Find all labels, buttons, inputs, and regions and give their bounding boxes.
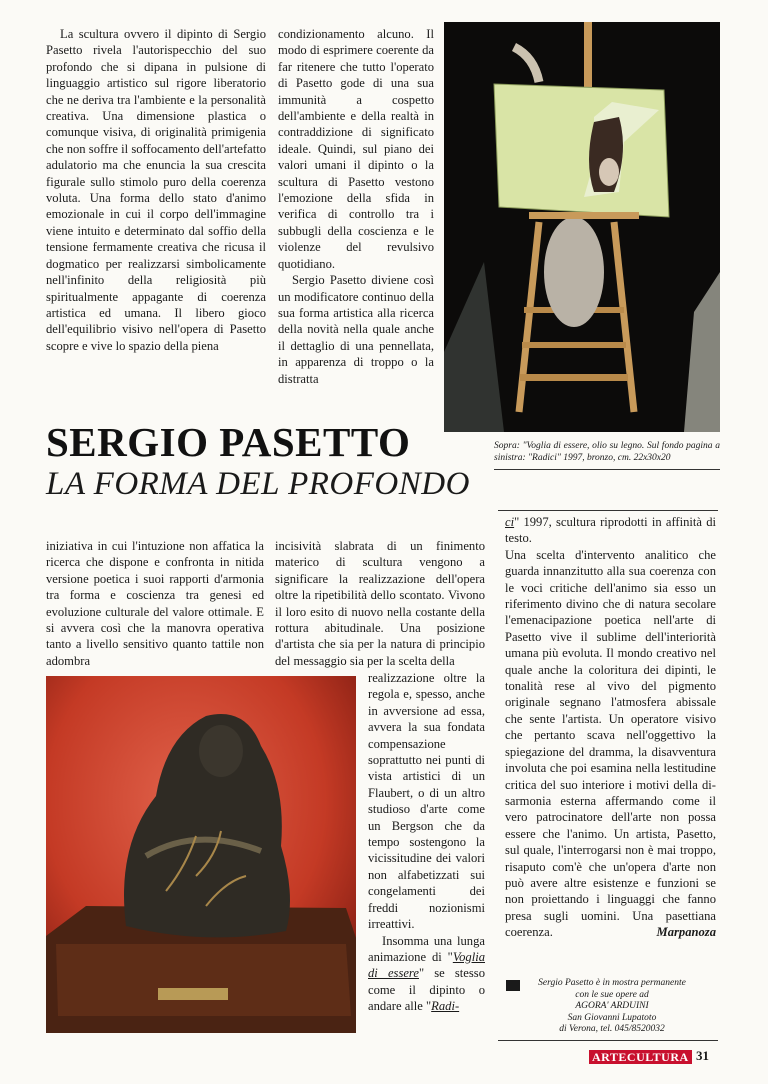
column-3-paragraph-1 <box>505 514 716 547</box>
note-line-3: AGORA' ARDUINI <box>575 1001 649 1012</box>
voglia-di-essere-link[interactable]: Voglia di essere <box>368 949 485 981</box>
author-signature: Marpanoza <box>656 925 716 940</box>
column-3-paragraph-1-rest: " 1997, scultura riprodotti in affinità di testo. <box>505 515 716 546</box>
column-2-top-paragraph-1: condizionamento alcuno. Il modo di esprimere coerente da far ritenere che tutto l'operato di Pasetto gode di una sua immunità a cospetto dell'ambiente e della realtà in contraddizione di significato ideale. Quindi, sul piano dei valori umani il dipinto o la scultura di Pasetto vestono l'emozione della sfida in verifica di controllo tra i subbugli della coscienza e le violenze del revulsivo quotidiano. <box>278 27 434 271</box>
column-1-top <box>46 26 266 354</box>
page-number: 31 <box>696 1048 709 1063</box>
column-2-top-paragraph-2: Sergio Pasetto diviene così un modificatore continuo della sua forma artistica alla ricerca della novità nella quale anche il dettaglio di una pennellata, in apparenza di troppo o la distratta <box>278 273 434 386</box>
sculpture-photo <box>46 676 356 1033</box>
column-1-bottom <box>46 538 264 669</box>
column-2-bottom <box>275 538 485 669</box>
exhibition-note <box>512 978 712 1036</box>
column-2-top <box>278 26 434 387</box>
column-1-top-text: La scultura ovvero il dipinto di Sergio Pasetto rivela l'autorispecchio del suo profondo che si dipana in pulsione di linguaggio artistico sul rigore liberatorio che ne deriva tra l'ambiente e la personalità creativa. Una dimensione plastica o comunque visiva, di originalità primigenia che non soffre il soffocamento dell'artefatto adulatorio ma che enuncia la sua crescita figurale sullo stimolo puro della coerenza voluta. Una forma dello stato d'animo emozionale in cui il corpo dell'immagine viene intuito e determinato dal soffio della tensione fermamente creativa che ricusa il dogmatico per realizzarsi simbolicamente nell'infinito della religiosità più spiritualmente appagante di coerenza artistica ed umana. Il libero gioco dell'equilibrio visivo nell'opera di Pasetto scopre e vive lo spazio della piena <box>46 27 266 353</box>
note-line-4: San Giovanni Lupatoto <box>567 1012 657 1023</box>
column-3-paragraph-2 <box>505 547 716 941</box>
radici-link-start[interactable]: Radi- <box>431 999 460 1014</box>
column-3-top-rule <box>498 510 718 511</box>
column-3 <box>505 514 716 941</box>
narrow-text-a: Insomma una lunga animazione di " <box>368 933 485 964</box>
note-line-1: Sergio Pasetto è in mostra permanente <box>538 978 686 988</box>
narrow-text-b: " se stesso come il dipinto o andare alle " <box>368 966 485 1014</box>
plaque <box>158 988 228 1000</box>
note-line-5: di Verona, tel. 045/8520032 <box>559 1024 665 1035</box>
column-3-paragraph-2-text: Una scelta d'intervento analitico che guarda innanzitutto alla sua coerenza con le voci critiche dell'animo sia esso un riferimento divino che di natura secolare l'emenacipazione poetica nell'arte di Pasetto vive il sublime dell'interiorità umana più evoluta. Il mondo creativo nel quale anche la coloritura dei dipinti, le tonalità rese al vivo del pigmento originale segnano l'atmosfera abissale che sente l'artista. Un operatore visivo che pertanto scava nell'oggettivo la spiegazione del dramma, la disavventura involuta che poi esamina nella lestitudine critica del suo interiore i motivi della di-sarmonia esterna affermando come il vero patrocinatore dell'arte non possa essere che l'animo. Un artista, Pasetto, sul quale, l'interrogarsi non è mai troppo, risaputo com'è che un'opera d'arte non può avere altre esistenze e funzioni se non proiettando i linguaggi che fanno presa sugli uomini. Una pasettiana coerenza. <box>505 547 716 940</box>
column-1-bottom-text: iniziativa in cui l'intuzione non affatica la ricerca che dispone e confronta in nitida versione poetica i suoi rapporti d'armonia tra forma e coscienza tra genesi ed evoluzione culturale del valore ottimale. E si avvera così che la manovra operativa tanto a livello sensitivo quanto tattile non adombra <box>46 539 264 668</box>
note-line-2: con le sue opere ad <box>575 989 649 1000</box>
painting-illustration <box>444 22 720 432</box>
painting-photo <box>444 22 720 432</box>
headline: SERGIO PASETTO <box>46 419 411 465</box>
column-2-narrow-paragraph-2 <box>368 933 485 1015</box>
subheadline: LA FORMA DEL PROFONDO <box>46 466 470 502</box>
caption-rule <box>494 469 720 470</box>
radici-link-end[interactable]: ci <box>505 515 515 529</box>
section-tag: ARTECULTURA <box>589 1050 692 1064</box>
column-2-narrow <box>368 670 485 1015</box>
sculpture-illustration <box>46 676 356 1033</box>
column-2-narrow-paragraph-1: realizzazione oltre la regola e, spesso, anche in avversione ad essa, avvera la sua fondata compensazione soprattutto nei punti di vista artistici di un Flaubert, o di un altro studioso d'arte come un Bergson che da tempo sostengono la vicissitudine dei valori non alfabetizzati sui congelamenti dei freddi nozionismi irreattivi. <box>368 671 485 932</box>
column-2-bottom-text: incisività slabrata di un finimento materico di scultura vengono a significare la realizzazione dell'opera oltre la ripetibilità dello scontato. Vivono il loro esito di nuovo nella costante della rottura abitudinale. Una posizione d'artista che sia per la natura di principio del messaggio sia per la scelta della <box>275 539 485 668</box>
note-rule <box>498 1040 718 1041</box>
photo-caption: Sopra: "Voglia di essere, olio su legno. Sul fondo pagina a sinistra: "Radici" 1997, bronzo, cm. 22x30x20 <box>494 441 720 463</box>
